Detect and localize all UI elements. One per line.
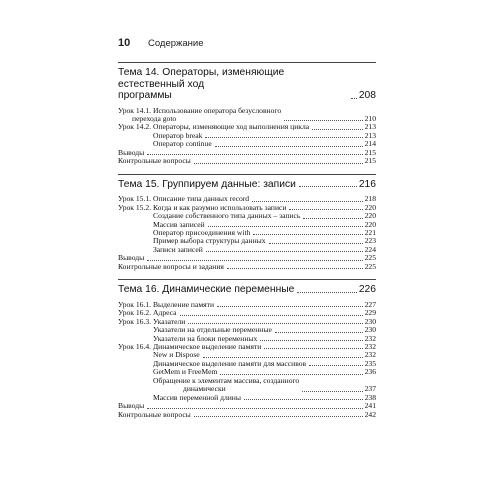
topic-16 bbox=[118, 279, 376, 419]
toc-entry-page: 242 bbox=[364, 409, 376, 419]
toc-entry-text: New и Dispose bbox=[153, 350, 200, 360]
toc-entry-text: Урок 16.1. Выделение памяти bbox=[118, 299, 215, 309]
toc-entry-page: 236 bbox=[364, 367, 376, 377]
toc-entry-text: Контрольные вопросы bbox=[118, 156, 191, 166]
toc-entry-text: Массив записей bbox=[153, 219, 205, 229]
topic-title: Тема 16. Динамические переменные bbox=[118, 284, 295, 296]
toc-entry-page: 220 bbox=[364, 211, 376, 221]
toc-entry[interactable] bbox=[118, 157, 376, 165]
topic-page: 208 bbox=[358, 90, 376, 101]
dot-leader bbox=[217, 306, 363, 307]
topic-title: Тема 14. Операторы, изменяющие естественный ход программы bbox=[118, 67, 285, 101]
toc-entry-page: 227 bbox=[364, 299, 376, 309]
toc-entry-page: 213 bbox=[364, 122, 376, 132]
dot-leader bbox=[215, 146, 363, 147]
toc-entry-page: 214 bbox=[364, 139, 376, 149]
toc-entry-text: Урок 16.4. Динамическое выделение памяти bbox=[118, 342, 262, 352]
dot-leader bbox=[194, 416, 363, 417]
toc-subentry[interactable] bbox=[118, 140, 376, 148]
toc-entry-text: Урок 14.2. Операторы, изменяющие ход выполнения цикла bbox=[118, 122, 310, 132]
toc-entry-page: 220 bbox=[364, 202, 376, 212]
toc-entry-text: Урок 14.1. Использование оператора безусловного перехода goto bbox=[118, 105, 282, 123]
dot-leader bbox=[220, 374, 362, 375]
dot-leader bbox=[309, 365, 362, 366]
dot-leader bbox=[147, 260, 362, 261]
toc-subentry[interactable] bbox=[118, 246, 376, 254]
toc-entry-page: 232 bbox=[364, 350, 376, 360]
toc-entry-page: 215 bbox=[364, 156, 376, 166]
topic-divider bbox=[118, 62, 376, 63]
toc-entry-page: 230 bbox=[364, 325, 376, 335]
toc-entry-text: Выводы bbox=[118, 253, 145, 263]
dot-leader bbox=[284, 120, 362, 121]
topic-15 bbox=[118, 174, 376, 272]
toc-entry-page: 210 bbox=[364, 113, 376, 123]
toc-entry-text: Пример выбора структуры данных bbox=[153, 236, 266, 246]
dot-leader bbox=[312, 129, 362, 130]
dot-leader bbox=[188, 323, 362, 324]
dot-leader bbox=[252, 201, 363, 202]
dot-leader bbox=[303, 218, 362, 219]
toc-entry-page: 223 bbox=[364, 236, 376, 246]
toc-entry-page: 229 bbox=[364, 308, 376, 318]
toc-entry[interactable] bbox=[118, 263, 376, 271]
toc-entry-text: Выводы bbox=[118, 401, 145, 411]
dot-leader bbox=[275, 332, 363, 333]
toc-entry-page: 232 bbox=[364, 342, 376, 352]
dot-leader bbox=[351, 98, 357, 99]
toc-entry-text: Указатели на блоки переменных bbox=[153, 333, 258, 343]
toc-entry-page: 225 bbox=[364, 261, 376, 271]
topic-title-row[interactable] bbox=[118, 179, 376, 191]
dot-leader bbox=[297, 292, 356, 293]
toc-entry-text: Динамическое выделение памяти для массивов bbox=[153, 358, 307, 368]
toc-entry-text: Записи записей bbox=[153, 244, 203, 254]
page-header bbox=[118, 37, 204, 49]
toc-entry-text: Урок 16.3. Указатели bbox=[118, 316, 186, 326]
toc-entry-text: Оператор присоединения with bbox=[153, 227, 251, 237]
toc-entry-page: 232 bbox=[364, 333, 376, 343]
toc-entry[interactable] bbox=[118, 107, 376, 124]
dot-leader bbox=[299, 186, 357, 187]
topic-title: Тема 15. Группируем данные: записи bbox=[118, 178, 296, 190]
dot-leader bbox=[302, 391, 362, 392]
dot-leader bbox=[269, 243, 363, 244]
toc-entry[interactable] bbox=[118, 411, 376, 419]
toc-entry-text: Оператор break bbox=[153, 130, 203, 140]
dot-leader bbox=[203, 357, 363, 358]
toc-entry-text: Указатели на отдельные переменные bbox=[153, 325, 272, 335]
dot-leader bbox=[205, 137, 362, 138]
toc-entry-text: Оператор continue bbox=[153, 139, 212, 149]
dot-leader bbox=[227, 268, 363, 269]
toc-subentry[interactable] bbox=[118, 377, 376, 394]
toc-entry-text: Выводы bbox=[118, 147, 145, 157]
topic-title-row[interactable] bbox=[118, 284, 376, 296]
toc-entry-page: 230 bbox=[364, 316, 376, 326]
page-title: Содержание bbox=[148, 38, 204, 49]
toc-entry-page: 237 bbox=[364, 384, 376, 394]
toc-entry-text: Урок 15.2. Когда и как разумно использовать записи bbox=[118, 202, 287, 212]
topic-14 bbox=[118, 62, 376, 166]
toc-entry-text: Урок 16.2. Адреса bbox=[118, 308, 177, 318]
toc-entry-page: 235 bbox=[364, 358, 376, 368]
toc-entry-text: Контрольные вопросы bbox=[118, 409, 191, 419]
topic-divider bbox=[118, 279, 376, 280]
dot-leader bbox=[289, 209, 362, 210]
topic-divider bbox=[118, 174, 376, 175]
toc-entry-page: 220 bbox=[364, 219, 376, 229]
topic-page: 226 bbox=[358, 284, 376, 296]
toc-subentry[interactable] bbox=[118, 394, 376, 402]
dot-leader bbox=[206, 251, 363, 252]
dot-leader bbox=[147, 154, 362, 155]
table-of-contents bbox=[118, 62, 376, 427]
dot-leader bbox=[260, 340, 362, 341]
dot-leader bbox=[244, 399, 363, 400]
page-number: 10 bbox=[118, 37, 131, 49]
dot-leader bbox=[253, 234, 362, 235]
toc-entry-page: 225 bbox=[364, 253, 376, 263]
toc-entry-text: Обращение к элементам массива, созданного динамически bbox=[153, 375, 300, 394]
dot-leader bbox=[180, 315, 363, 316]
toc-entry-page: 213 bbox=[364, 130, 376, 140]
toc-entry-text: Создание собственного типа данных – запись bbox=[153, 211, 301, 221]
dot-leader bbox=[208, 226, 363, 227]
dot-leader bbox=[194, 163, 363, 164]
toc-entry-page: 241 bbox=[364, 401, 376, 411]
toc-entry-page: 221 bbox=[364, 227, 376, 237]
toc-entry-page: 218 bbox=[364, 194, 376, 204]
dot-leader bbox=[147, 408, 362, 409]
toc-entry-text: Урок 15.1. Описание типа данных record bbox=[118, 194, 250, 204]
toc-entry-text: GetMem и FreeMem bbox=[153, 367, 218, 377]
dot-leader bbox=[264, 348, 362, 349]
toc-entry-text: Массив переменной длины bbox=[153, 392, 241, 402]
topic-title-row[interactable] bbox=[118, 67, 376, 102]
toc-entry-page: 238 bbox=[364, 392, 376, 402]
toc-entry-page: 224 bbox=[364, 244, 376, 254]
toc-entry-text: Контрольные вопросы и задания bbox=[118, 261, 224, 271]
topic-page: 216 bbox=[358, 178, 376, 190]
toc-entry-page: 215 bbox=[364, 147, 376, 157]
